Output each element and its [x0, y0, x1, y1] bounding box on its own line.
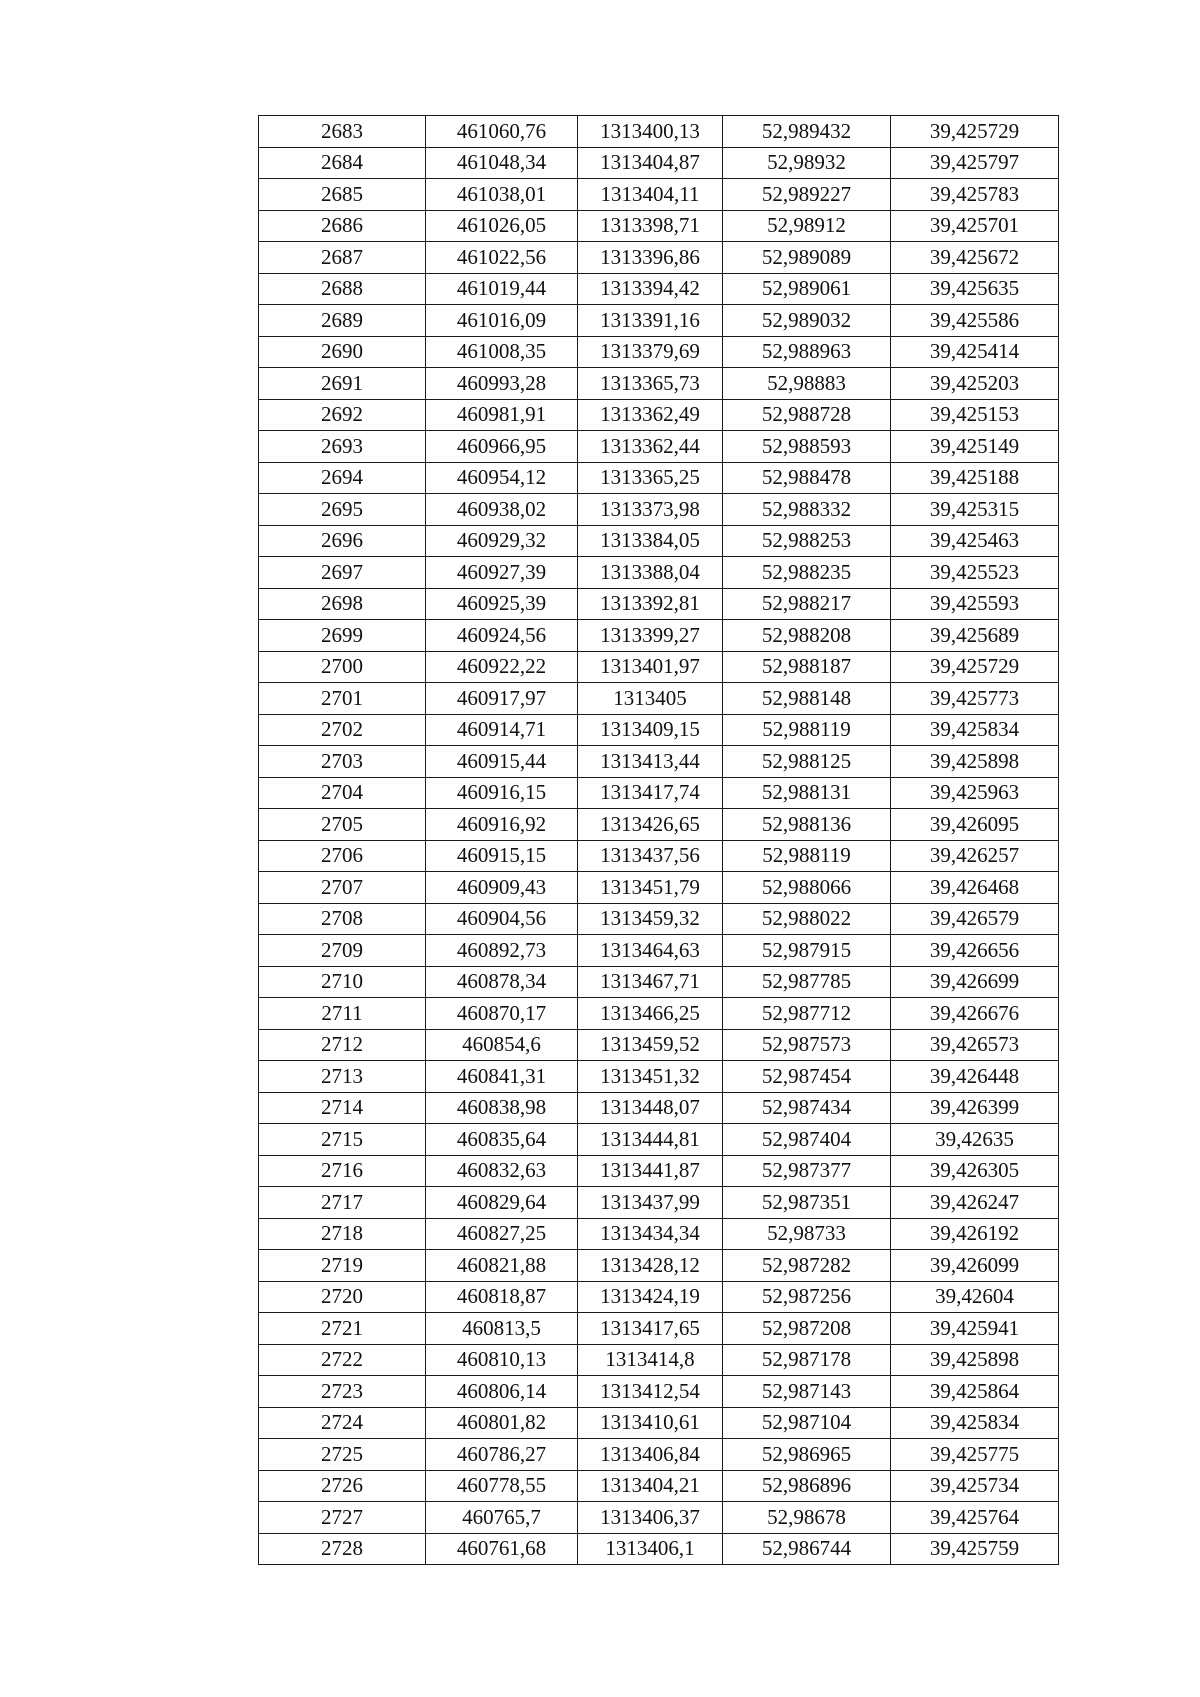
table-row [259, 903, 1059, 935]
point-number-cell: 2716 [259, 1155, 426, 1187]
x-coordinate-cell: 460892,73 [426, 935, 578, 967]
table-row [259, 1533, 1059, 1565]
y-coordinate-cell: 1313410,61 [578, 1407, 723, 1439]
longitude-cell: 39,425898 [891, 746, 1059, 778]
y-coordinate-cell: 1313448,07 [578, 1092, 723, 1124]
latitude-cell: 52,988131 [723, 777, 891, 809]
x-coordinate-cell: 460821,88 [426, 1250, 578, 1282]
x-coordinate-cell: 460765,7 [426, 1502, 578, 1534]
longitude-cell: 39,425864 [891, 1376, 1059, 1408]
point-number-cell: 2712 [259, 1029, 426, 1061]
point-number-cell: 2693 [259, 431, 426, 463]
longitude-cell: 39,42635 [891, 1124, 1059, 1156]
longitude-cell: 39,425463 [891, 525, 1059, 557]
longitude-cell: 39,425701 [891, 210, 1059, 242]
point-number-cell: 2689 [259, 305, 426, 337]
point-number-cell: 2695 [259, 494, 426, 526]
longitude-cell: 39,426247 [891, 1187, 1059, 1219]
y-coordinate-cell: 1313362,44 [578, 431, 723, 463]
longitude-cell: 39,426468 [891, 872, 1059, 904]
longitude-cell: 39,425635 [891, 273, 1059, 305]
table-row [259, 588, 1059, 620]
latitude-cell: 52,988253 [723, 525, 891, 557]
y-coordinate-cell: 1313414,8 [578, 1344, 723, 1376]
longitude-cell: 39,425759 [891, 1533, 1059, 1565]
point-number-cell: 2710 [259, 966, 426, 998]
x-coordinate-cell: 460841,31 [426, 1061, 578, 1093]
point-number-cell: 2707 [259, 872, 426, 904]
x-coordinate-cell: 460761,68 [426, 1533, 578, 1565]
latitude-cell: 52,986896 [723, 1470, 891, 1502]
longitude-cell: 39,425672 [891, 242, 1059, 274]
latitude-cell: 52,987104 [723, 1407, 891, 1439]
x-coordinate-cell: 460915,44 [426, 746, 578, 778]
latitude-cell: 52,987282 [723, 1250, 891, 1282]
point-number-cell: 2697 [259, 557, 426, 589]
longitude-cell: 39,425764 [891, 1502, 1059, 1534]
longitude-cell: 39,425898 [891, 1344, 1059, 1376]
latitude-cell: 52,987785 [723, 966, 891, 998]
longitude-cell: 39,425797 [891, 147, 1059, 179]
latitude-cell: 52,987143 [723, 1376, 891, 1408]
table-row [259, 1502, 1059, 1534]
point-number-cell: 2686 [259, 210, 426, 242]
table-row [259, 620, 1059, 652]
y-coordinate-cell: 1313401,97 [578, 651, 723, 683]
table-row [259, 462, 1059, 494]
y-coordinate-cell: 1313394,42 [578, 273, 723, 305]
point-number-cell: 2696 [259, 525, 426, 557]
x-coordinate-cell: 460813,5 [426, 1313, 578, 1345]
longitude-cell: 39,426573 [891, 1029, 1059, 1061]
y-coordinate-cell: 1313365,25 [578, 462, 723, 494]
longitude-cell: 39,426676 [891, 998, 1059, 1030]
point-number-cell: 2726 [259, 1470, 426, 1502]
x-coordinate-cell: 460870,17 [426, 998, 578, 1030]
point-number-cell: 2687 [259, 242, 426, 274]
x-coordinate-cell: 460835,64 [426, 1124, 578, 1156]
longitude-cell: 39,425783 [891, 179, 1059, 211]
point-number-cell: 2714 [259, 1092, 426, 1124]
y-coordinate-cell: 1313437,99 [578, 1187, 723, 1219]
table-row [259, 683, 1059, 715]
point-number-cell: 2705 [259, 809, 426, 841]
x-coordinate-cell: 460929,32 [426, 525, 578, 557]
table-row [259, 336, 1059, 368]
x-coordinate-cell: 461008,35 [426, 336, 578, 368]
latitude-cell: 52,988963 [723, 336, 891, 368]
point-number-cell: 2694 [259, 462, 426, 494]
point-number-cell: 2718 [259, 1218, 426, 1250]
point-number-cell: 2721 [259, 1313, 426, 1345]
y-coordinate-cell: 1313391,16 [578, 305, 723, 337]
x-coordinate-cell: 460966,95 [426, 431, 578, 463]
table-row [259, 966, 1059, 998]
longitude-cell: 39,426579 [891, 903, 1059, 935]
point-number-cell: 2704 [259, 777, 426, 809]
point-number-cell: 2691 [259, 368, 426, 400]
latitude-cell: 52,989227 [723, 179, 891, 211]
latitude-cell: 52,987208 [723, 1313, 891, 1345]
x-coordinate-cell: 460827,25 [426, 1218, 578, 1250]
y-coordinate-cell: 1313384,05 [578, 525, 723, 557]
x-coordinate-cell: 460832,63 [426, 1155, 578, 1187]
y-coordinate-cell: 1313388,04 [578, 557, 723, 589]
table-row [259, 935, 1059, 967]
point-number-cell: 2720 [259, 1281, 426, 1313]
y-coordinate-cell: 1313365,73 [578, 368, 723, 400]
x-coordinate-cell: 460909,43 [426, 872, 578, 904]
table-row [259, 431, 1059, 463]
y-coordinate-cell: 1313467,71 [578, 966, 723, 998]
y-coordinate-cell: 1313373,98 [578, 494, 723, 526]
latitude-cell: 52,988478 [723, 462, 891, 494]
y-coordinate-cell: 1313404,87 [578, 147, 723, 179]
table-row [259, 1187, 1059, 1219]
y-coordinate-cell: 1313400,13 [578, 116, 723, 148]
latitude-cell: 52,98932 [723, 147, 891, 179]
point-number-cell: 2724 [259, 1407, 426, 1439]
longitude-cell: 39,426099 [891, 1250, 1059, 1282]
longitude-cell: 39,425689 [891, 620, 1059, 652]
longitude-cell: 39,425734 [891, 1470, 1059, 1502]
y-coordinate-cell: 1313417,65 [578, 1313, 723, 1345]
longitude-cell: 39,426257 [891, 840, 1059, 872]
latitude-cell: 52,987712 [723, 998, 891, 1030]
x-coordinate-cell: 460981,91 [426, 399, 578, 431]
y-coordinate-cell: 1313459,32 [578, 903, 723, 935]
x-coordinate-cell: 460786,27 [426, 1439, 578, 1471]
longitude-cell: 39,426656 [891, 935, 1059, 967]
x-coordinate-cell: 460924,56 [426, 620, 578, 652]
table-row [259, 714, 1059, 746]
table-row [259, 273, 1059, 305]
latitude-cell: 52,988187 [723, 651, 891, 683]
latitude-cell: 52,988728 [723, 399, 891, 431]
y-coordinate-cell: 1313404,11 [578, 179, 723, 211]
point-number-cell: 2703 [259, 746, 426, 778]
y-coordinate-cell: 1313406,37 [578, 1502, 723, 1534]
table-row [259, 557, 1059, 589]
latitude-cell: 52,988125 [723, 746, 891, 778]
longitude-cell: 39,42604 [891, 1281, 1059, 1313]
longitude-cell: 39,425188 [891, 462, 1059, 494]
x-coordinate-cell: 460904,56 [426, 903, 578, 935]
latitude-cell: 52,989061 [723, 273, 891, 305]
table-row [259, 305, 1059, 337]
y-coordinate-cell: 1313444,81 [578, 1124, 723, 1156]
x-coordinate-cell: 460914,71 [426, 714, 578, 746]
longitude-cell: 39,425941 [891, 1313, 1059, 1345]
y-coordinate-cell: 1313413,44 [578, 746, 723, 778]
y-coordinate-cell: 1313424,19 [578, 1281, 723, 1313]
x-coordinate-cell: 461019,44 [426, 273, 578, 305]
table-row [259, 1313, 1059, 1345]
point-number-cell: 2688 [259, 273, 426, 305]
y-coordinate-cell: 1313426,65 [578, 809, 723, 841]
x-coordinate-cell: 460838,98 [426, 1092, 578, 1124]
longitude-cell: 39,425834 [891, 714, 1059, 746]
latitude-cell: 52,989432 [723, 116, 891, 148]
latitude-cell: 52,986965 [723, 1439, 891, 1471]
point-number-cell: 2722 [259, 1344, 426, 1376]
y-coordinate-cell: 1313466,25 [578, 998, 723, 1030]
longitude-cell: 39,425963 [891, 777, 1059, 809]
table-row [259, 1124, 1059, 1156]
point-number-cell: 2706 [259, 840, 426, 872]
longitude-cell: 39,425773 [891, 683, 1059, 715]
point-number-cell: 2717 [259, 1187, 426, 1219]
latitude-cell: 52,987256 [723, 1281, 891, 1313]
latitude-cell: 52,988235 [723, 557, 891, 589]
table-row [259, 840, 1059, 872]
x-coordinate-cell: 461038,01 [426, 179, 578, 211]
longitude-cell: 39,425149 [891, 431, 1059, 463]
x-coordinate-cell: 461060,76 [426, 116, 578, 148]
x-coordinate-cell: 461016,09 [426, 305, 578, 337]
table-row [259, 210, 1059, 242]
table-row [259, 399, 1059, 431]
latitude-cell: 52,986744 [723, 1533, 891, 1565]
y-coordinate-cell: 1313406,1 [578, 1533, 723, 1565]
x-coordinate-cell: 460818,87 [426, 1281, 578, 1313]
y-coordinate-cell: 1313434,34 [578, 1218, 723, 1250]
y-coordinate-cell: 1313379,69 [578, 336, 723, 368]
table-row [259, 242, 1059, 274]
latitude-cell: 52,98678 [723, 1502, 891, 1534]
x-coordinate-cell: 460925,39 [426, 588, 578, 620]
point-number-cell: 2690 [259, 336, 426, 368]
latitude-cell: 52,988332 [723, 494, 891, 526]
x-coordinate-cell: 460922,22 [426, 651, 578, 683]
y-coordinate-cell: 1313464,63 [578, 935, 723, 967]
y-coordinate-cell: 1313451,32 [578, 1061, 723, 1093]
x-coordinate-cell: 460854,6 [426, 1029, 578, 1061]
y-coordinate-cell: 1313428,12 [578, 1250, 723, 1282]
y-coordinate-cell: 1313412,54 [578, 1376, 723, 1408]
latitude-cell: 52,98883 [723, 368, 891, 400]
point-number-cell: 2709 [259, 935, 426, 967]
point-number-cell: 2725 [259, 1439, 426, 1471]
y-coordinate-cell: 1313417,74 [578, 777, 723, 809]
longitude-cell: 39,426448 [891, 1061, 1059, 1093]
point-number-cell: 2684 [259, 147, 426, 179]
point-number-cell: 2723 [259, 1376, 426, 1408]
point-number-cell: 2701 [259, 683, 426, 715]
table-row [259, 147, 1059, 179]
table-row [259, 777, 1059, 809]
latitude-cell: 52,987377 [723, 1155, 891, 1187]
longitude-cell: 39,425775 [891, 1439, 1059, 1471]
longitude-cell: 39,425203 [891, 368, 1059, 400]
longitude-cell: 39,425414 [891, 336, 1059, 368]
table-row [259, 1218, 1059, 1250]
y-coordinate-cell: 1313451,79 [578, 872, 723, 904]
table-row [259, 1407, 1059, 1439]
latitude-cell: 52,988119 [723, 714, 891, 746]
coordinates-table-body [259, 116, 1059, 1565]
latitude-cell: 52,98733 [723, 1218, 891, 1250]
latitude-cell: 52,987454 [723, 1061, 891, 1093]
latitude-cell: 52,988217 [723, 588, 891, 620]
longitude-cell: 39,425315 [891, 494, 1059, 526]
x-coordinate-cell: 460938,02 [426, 494, 578, 526]
table-row [259, 998, 1059, 1030]
y-coordinate-cell: 1313398,71 [578, 210, 723, 242]
point-number-cell: 2692 [259, 399, 426, 431]
latitude-cell: 52,988208 [723, 620, 891, 652]
y-coordinate-cell: 1313459,52 [578, 1029, 723, 1061]
latitude-cell: 52,987404 [723, 1124, 891, 1156]
point-number-cell: 2702 [259, 714, 426, 746]
x-coordinate-cell: 460916,15 [426, 777, 578, 809]
latitude-cell: 52,987573 [723, 1029, 891, 1061]
x-coordinate-cell: 461048,34 [426, 147, 578, 179]
point-number-cell: 2727 [259, 1502, 426, 1534]
y-coordinate-cell: 1313399,27 [578, 620, 723, 652]
table-row [259, 1061, 1059, 1093]
point-number-cell: 2719 [259, 1250, 426, 1282]
latitude-cell: 52,987915 [723, 935, 891, 967]
y-coordinate-cell: 1313404,21 [578, 1470, 723, 1502]
table-row [259, 116, 1059, 148]
point-number-cell: 2711 [259, 998, 426, 1030]
x-coordinate-cell: 460916,92 [426, 809, 578, 841]
x-coordinate-cell: 460878,34 [426, 966, 578, 998]
x-coordinate-cell: 460927,39 [426, 557, 578, 589]
coordinates-table [258, 115, 1059, 1565]
table-row [259, 179, 1059, 211]
y-coordinate-cell: 1313392,81 [578, 588, 723, 620]
y-coordinate-cell: 1313409,15 [578, 714, 723, 746]
table-row [259, 872, 1059, 904]
table-row [259, 525, 1059, 557]
x-coordinate-cell: 460915,15 [426, 840, 578, 872]
longitude-cell: 39,426399 [891, 1092, 1059, 1124]
table-row [259, 1029, 1059, 1061]
y-coordinate-cell: 1313406,84 [578, 1439, 723, 1471]
x-coordinate-cell: 460801,82 [426, 1407, 578, 1439]
latitude-cell: 52,98912 [723, 210, 891, 242]
y-coordinate-cell: 1313396,86 [578, 242, 723, 274]
table-row [259, 1092, 1059, 1124]
y-coordinate-cell: 1313405 [578, 683, 723, 715]
longitude-cell: 39,425729 [891, 651, 1059, 683]
longitude-cell: 39,425729 [891, 116, 1059, 148]
longitude-cell: 39,425523 [891, 557, 1059, 589]
table-row [259, 1376, 1059, 1408]
x-coordinate-cell: 460829,64 [426, 1187, 578, 1219]
longitude-cell: 39,425586 [891, 305, 1059, 337]
point-number-cell: 2700 [259, 651, 426, 683]
longitude-cell: 39,425593 [891, 588, 1059, 620]
y-coordinate-cell: 1313362,49 [578, 399, 723, 431]
point-number-cell: 2699 [259, 620, 426, 652]
latitude-cell: 52,987434 [723, 1092, 891, 1124]
table-row [259, 368, 1059, 400]
x-coordinate-cell: 460806,14 [426, 1376, 578, 1408]
point-number-cell: 2683 [259, 116, 426, 148]
latitude-cell: 52,989032 [723, 305, 891, 337]
x-coordinate-cell: 461022,56 [426, 242, 578, 274]
latitude-cell: 52,988136 [723, 809, 891, 841]
table-row [259, 494, 1059, 526]
x-coordinate-cell: 460917,97 [426, 683, 578, 715]
point-number-cell: 2685 [259, 179, 426, 211]
latitude-cell: 52,989089 [723, 242, 891, 274]
latitude-cell: 52,987178 [723, 1344, 891, 1376]
table-row [259, 1250, 1059, 1282]
latitude-cell: 52,988593 [723, 431, 891, 463]
point-number-cell: 2728 [259, 1533, 426, 1565]
latitude-cell: 52,988119 [723, 840, 891, 872]
latitude-cell: 52,988022 [723, 903, 891, 935]
y-coordinate-cell: 1313437,56 [578, 840, 723, 872]
longitude-cell: 39,425153 [891, 399, 1059, 431]
table-row [259, 651, 1059, 683]
table-row [259, 1281, 1059, 1313]
longitude-cell: 39,426305 [891, 1155, 1059, 1187]
x-coordinate-cell: 460993,28 [426, 368, 578, 400]
x-coordinate-cell: 460954,12 [426, 462, 578, 494]
table-row [259, 809, 1059, 841]
longitude-cell: 39,426699 [891, 966, 1059, 998]
longitude-cell: 39,426192 [891, 1218, 1059, 1250]
point-number-cell: 2698 [259, 588, 426, 620]
x-coordinate-cell: 460778,55 [426, 1470, 578, 1502]
table-row [259, 746, 1059, 778]
x-coordinate-cell: 461026,05 [426, 210, 578, 242]
latitude-cell: 52,988148 [723, 683, 891, 715]
point-number-cell: 2708 [259, 903, 426, 935]
longitude-cell: 39,425834 [891, 1407, 1059, 1439]
point-number-cell: 2713 [259, 1061, 426, 1093]
y-coordinate-cell: 1313441,87 [578, 1155, 723, 1187]
table-row [259, 1439, 1059, 1471]
table-row [259, 1470, 1059, 1502]
longitude-cell: 39,426095 [891, 809, 1059, 841]
x-coordinate-cell: 460810,13 [426, 1344, 578, 1376]
latitude-cell: 52,987351 [723, 1187, 891, 1219]
table-row [259, 1155, 1059, 1187]
point-number-cell: 2715 [259, 1124, 426, 1156]
latitude-cell: 52,988066 [723, 872, 891, 904]
table-row [259, 1344, 1059, 1376]
